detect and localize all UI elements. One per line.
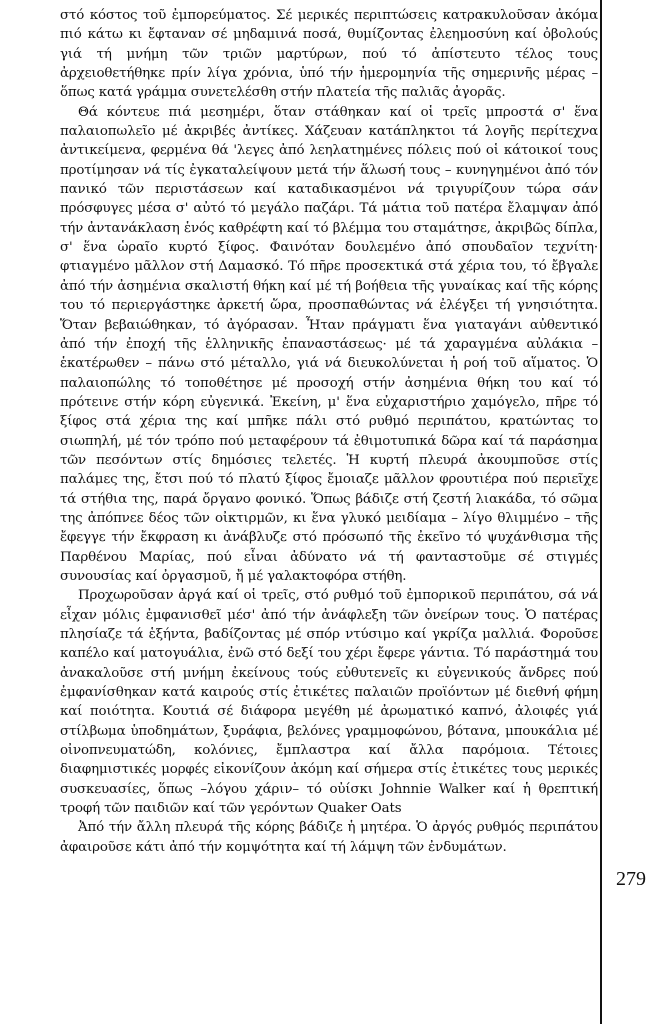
- body-text: [60, 6, 598, 857]
- page-number: 279: [616, 868, 646, 890]
- paragraph-2: Θά κόντευε πιά μεσημέρι, ὅταν στάθηκαν καί οἱ τρεῖς μπροστά σ' ἕνα παλαιοπωλεῖο μέ ἀκριβές ἀντίκες. Χάζευαν κατάπληκτοι τά λογῆς περίτεχνα ἀντικείμενα, φερμένα θά 'λεγες ἀπό λεηλατημένες πόλεις πού οἱ κάτοικοί τους προτίμησαν νά τίς ἐγκαταλείψουν μετά τήν ἅλωσή τους – κυνηγημένοι ἀπό τόν πανικό τῶν περιστάσεων καί καταδικασμένοι νά τριγυρίζουν τώρα σάν πρόσφυγες μέσα σ' αὐτό τό μεγάλο παζάρι. Τά μάτια τοῦ πατέρα ἔλαμψαν ἀπό τήν ἀντανάκλαση ἑνός καθρέφτη καί τό βλέμμα του σταμάτησε, ἀκριβῶς δίπλα, σ' ἕνα ὡραῖο κυρτό ξίφος. Φαινόταν δουλεμένο ἀπό σπουδαῖον τεχνίτη· φτιαγμένο μᾶλλον στή Δαμασκό. Τό πῆρε προσεκτικά στά χέρια του, τό ἔβγαλε ἀπό τήν ἀσημένια σκαλιστή θήκη καί μέ τή βοήθεια τῆς γυναίκας καί τῆς κόρης του τό περιεργάστηκε ἀρκετή ὥρα, προσπαθώντας νά ἐλέγξει τή γνησιότητα. Ὅταν βεβαιώθηκαν, τό ἀγόρασαν. Ἦταν πράγματι ἕνα γιαταγάνι αὐθεντικό ἀπό τήν ἐποχή τῆς ἑλληνικῆς ἐπαναστάσεως· μέ τά χαραγμένα αὐλάκια – ἑκατέρωθεν – πάνω στό μέταλλο, γιά νά διευκολύνεται ἡ ροή τοῦ αἵματος. Ὁ παλαιοπώλης τό τοποθέτησε μέ προσοχή στήν ἀσημένια θήκη του καί τό πρότεινε στήν κόρη εὐγενικά. Ἐκείνη, μ' ἕνα εὐχαριστήριο χαμόγελο, πῆρε τό ξίφος στά χέρια της καί μπῆκε πάλι στό ρυθμό περιπάτου, κρατώντας το σιωπηλή, μέ τόν τρόπο πού μεταφέρουν τά ἐθιμοτυπικά δῶρα καί τά παράσημα τῶν πεσόντων στίς δημόσιες τελετές. Ἡ κυρτή πλευρά ἀκουμποῦσε στίς παλάμες της, ἔτσι πού τό πλατύ ξίφος ἔμοιαζε μᾶλλον φρουτιέρα πού περιεῖχε τά στήθια της, παρά ὄργανο φονικό. Ὅπως βάδιζε στή ζεστή λιακάδα, τό σῶμα της ἀπόπνεε δέος τῶν οἰκτιρμῶν, κι ἕνα γλυκό μειδίαμα – λίγο θλιμμένο – τῆς ἔφεγγε τήν ἔκφραση κι ἀνάβλυζε στό πρόσωπό τῆς ἐκεῖνο τό ψυχάνθισμα τῆς Παρθένου Μαρίας, πού εἶναι ἀδύνατο νά τή φανταστοῦμε σέ στιγμές συνουσίας καί ὀργασμοῦ, ἤ μέ γαλακτοφόρα στήθη.: [60, 104, 598, 584]
- paragraph-1: στό κόστος τοῦ ἐμπορεύματος. Σέ μερικές περιπτώσεις κατρακυλοῦσαν ἀκόμα πιό κάτω κι ἔφταναν σέ μηδαμινά ποσά, θυμίζοντας ἐλεημοσύνη καί ὀβολούς γιά τή μνήμη τῶν τριῶν μαρτύρων, πού τό ἀπίστευτο τέλος τους ἀρχειοθετήθηκε πρίν λίγα χρόνια, ὑπό τήν ἡμερομηνία τῆς σημερινῆς μέρας – ὅπως κατά γράμμα συνετελέσθη στήν πλατεία τῆς παλιᾶς ἀγορᾶς.: [60, 8, 598, 101]
- paragraph-4: Ἀπό τήν ἄλλη πλευρά τῆς κόρης βάδιζε ἡ μητέρα. Ὁ ἀργός ρυθμός περιπάτου ἀφαιροῦσε κάτι ἀπό τήν κομψότητα καί τή λάμψη τῶν ἐνδυμάτων.: [60, 820, 598, 855]
- paragraph-3: Προχωροῦσαν ἀργά καί οἱ τρεῖς, στό ρυθμό τοῦ ἐμπορικοῦ περιπάτου, σά νά εἶχαν μόλις ἐμφανισθεῖ μέσ' ἀπό τήν ἀνάφλεξη τῶν ὀνείρων τους. Ὁ πατέρας πλησίαζε τά ἑξήντα, βαδίζοντας μέ σπόρ ντύσιμο καί γκρίζα μαλλιά. Φοροῦσε καπέλο καί ματογυάλια, ἐνῶ στό δεξί του χέρι ἔφερε γάντια. Τό παράστημά του ἀνακαλοῦσε στή μνήμη ἐκείνους τούς εὐθυτενεῖς κι εὐγενικούς ἄνδρες πού ἐμφανίσθηκαν κατά καιρούς στίς ἐτικέτες παλαιῶν προϊόντων μέ διεθνή φήμη καί ποιότητα. Κουτιά σέ διάφορα μεγέθη μέ ἀρωματικό καπνό, ἀλοιφές γιά στίλβωμα ὑποδημάτων, ξυράφια, βελόνες γραμμοφώνου, βότανα, μπουκάλια μέ οἰνοπνευματώδη, κολόνιες, ἔμπλαστρα καί ἄλλα παρόμοια. Τέτοιες διαφημιστικές μορφές εἰκονίζουν ἀκόμη καί σήμερα στίς ἐτικέτες τους μερικές συσκευασίες, ὅπως –λόγου χάριν– τό οὐίσκι Johnnie Walker καί ἡ θρεπτική τροφή τῶν παιδιῶν καί τῶν γερόντων Quaker Oats: [60, 588, 598, 817]
- page-edge-rule: [600, 0, 602, 1024]
